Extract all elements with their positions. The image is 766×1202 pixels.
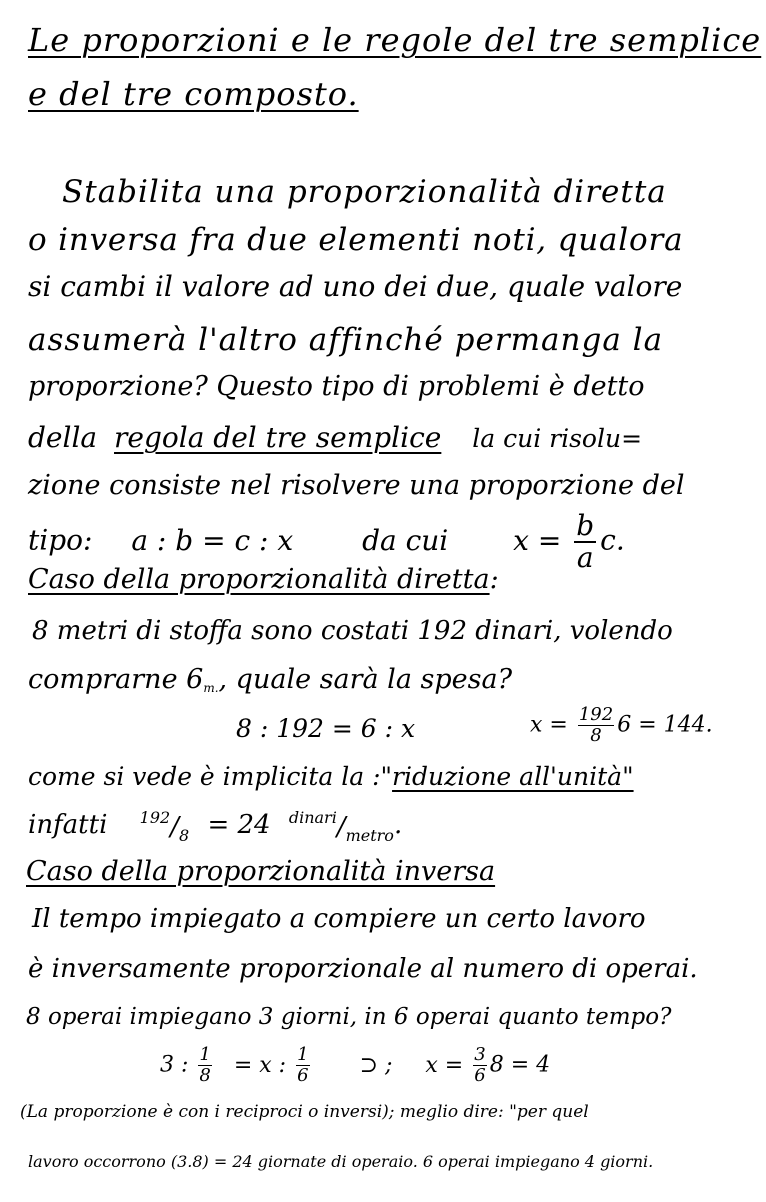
intro-line-7: zione consiste nel risolvere una proporzione del — [28, 470, 685, 501]
fraction-denominator: 8 — [199, 1065, 211, 1086]
direct-note — [28, 764, 634, 789]
inverse-heading: Caso della proporzionalità inversa — [26, 856, 496, 887]
infatti-result: = 24 — [207, 810, 271, 840]
direct-line-2-lead: comprarne 6 — [28, 664, 204, 695]
inverse-eq-d: x = — [425, 1052, 464, 1078]
title-line-1: Le proporzioni e le regole del tre semplice — [28, 21, 762, 59]
intro-line-8 — [28, 509, 625, 574]
intro-line-5: proporzione? Questo tipo di problemi è detto — [28, 371, 645, 402]
regola-tre-semplice-term: regola del tre semplice — [114, 421, 442, 454]
da-cui-label: da cui — [362, 523, 449, 557]
unit-subscript: m. — [203, 681, 219, 695]
fraction-numerator: 192 — [578, 704, 614, 725]
direct-line-2-tail: , quale sarà la spesa? — [218, 664, 513, 695]
fraction-denominator: 8 — [590, 725, 602, 746]
intro-line-2: o inversa fra due elementi noti, qualora — [28, 222, 684, 258]
inverse-eq-e: 8 = 4 — [489, 1052, 551, 1078]
infatti-line — [28, 810, 402, 844]
unit-slash: / — [336, 812, 346, 842]
inverse-eq-b: = x : — [233, 1052, 287, 1078]
fraction-numerator: b — [576, 509, 595, 542]
direct-line-2 — [28, 666, 512, 694]
direct-line-1: 8 metri di stoffa sono costati 192 dinari, volendo — [32, 616, 673, 646]
inverse-eq-c: ⊃ ; — [359, 1052, 393, 1078]
inverse-eq-a: 3 : — [160, 1052, 189, 1078]
direct-heading — [28, 566, 499, 593]
inverse-note-2: lavoro occorrono (3.8) = 24 giornate di operaio. 6 operai impiegano 4 giorni. — [28, 1152, 654, 1171]
b-over-a-fraction — [574, 509, 596, 574]
unit-dinari: dinari — [288, 808, 337, 827]
one-sixth-fraction — [296, 1046, 309, 1085]
fraction-numerator: 1 — [199, 1044, 211, 1065]
direct-result: 6 = 144. — [617, 712, 713, 738]
inverse-equation — [160, 1046, 550, 1085]
direct-heading-punct: : — [489, 564, 499, 595]
direct-equation-right — [530, 706, 713, 745]
inverse-line-2: è inversamente proporzionale al numero di operai. — [28, 954, 698, 984]
direct-x-eq: x = — [530, 712, 568, 738]
solution-tail: c. — [600, 523, 625, 557]
intro-line-6-tail: la cui risolu= — [472, 424, 643, 453]
inverse-note-1: (La proporzione è con i reciproci o inversi); meglio dire: "per quel — [20, 1102, 589, 1122]
fraction-slash: / — [170, 812, 179, 842]
inverse-line-1: Il tempo impiegato a compiere un certo lavoro — [32, 904, 646, 934]
intro-line-6-lead: della — [28, 421, 98, 454]
infatti-numerator: 192 — [139, 808, 171, 827]
intro-line-4: assumerà l'altro affinché permanga la — [28, 322, 664, 358]
tipo-label: tipo: — [28, 523, 93, 557]
fraction-numerator: 1 — [297, 1044, 309, 1065]
192-over-8-fraction — [578, 706, 614, 745]
fraction-denominator: a — [576, 541, 594, 574]
fraction-numerator: 3 — [474, 1044, 486, 1065]
infatti-denominator: 8 — [178, 826, 190, 845]
solution-lhs: x = — [513, 523, 562, 557]
inverse-line-3: 8 operai impiegano 3 giorni, in 6 operai quanto tempo? — [26, 1004, 672, 1030]
intro-line-3: si cambi il valore ad uno dei due, quale valore — [28, 270, 683, 303]
fraction-denominator: 6 — [474, 1065, 486, 1086]
unit-metro: metro — [345, 826, 394, 845]
infatti-end: . — [393, 810, 403, 840]
riduzione-unita-term: riduzione all'unità" — [392, 762, 634, 791]
title-line-2: e del tre composto. — [28, 75, 359, 113]
intro-line-1: Stabilita una proporzionalità diretta — [62, 174, 667, 210]
infatti-word: infatti — [28, 810, 108, 840]
fraction-denominator: 6 — [297, 1065, 309, 1086]
direct-note-lead: come si vede è implicita la :" — [28, 762, 393, 791]
generic-proportion: a : b = c : x — [131, 523, 294, 557]
three-sixths-fraction — [473, 1046, 486, 1085]
direct-heading-text: Caso della proporzionalità diretta — [28, 564, 490, 595]
one-eighth-fraction — [198, 1046, 211, 1085]
direct-equation-left: 8 : 192 = 6 : x — [236, 714, 416, 743]
intro-line-6 — [28, 421, 643, 454]
